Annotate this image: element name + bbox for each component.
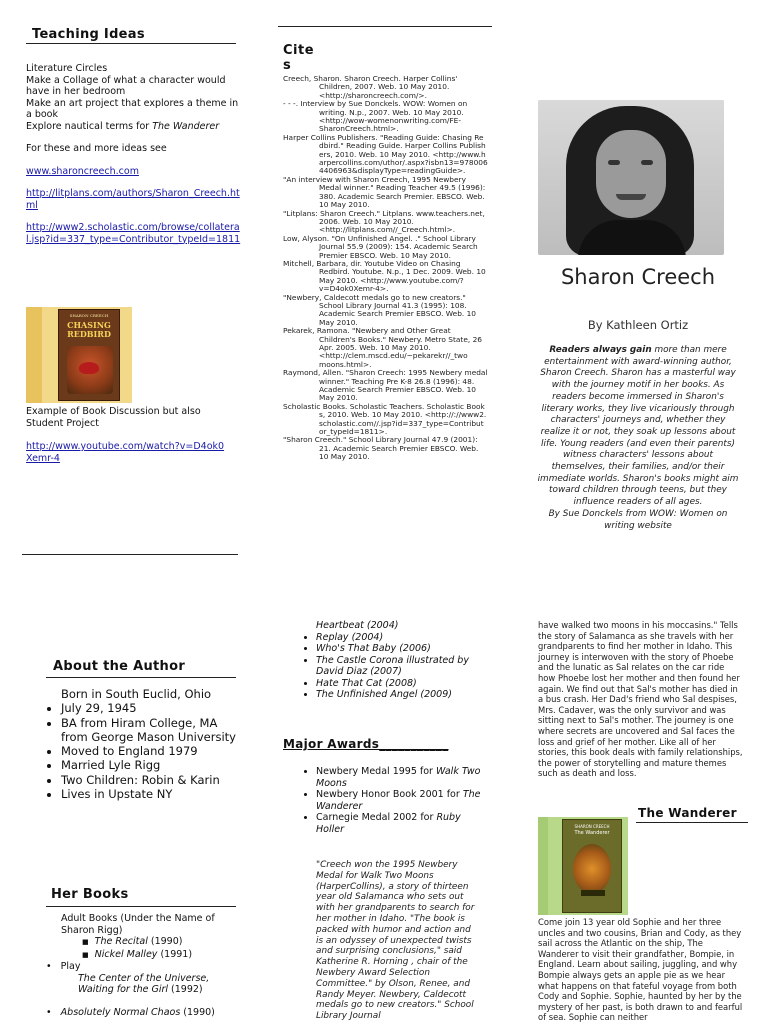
cite-entry: "Sharon Creech." School Library Journal 47.9 (2001): 21. Academic Search Premier EBSCO. Web. 10 May 2010. <box>283 435 479 462</box>
cite-entry: Harper Collins Publishers. "Reading Guide: Chasing Redbird." Reading Guide. Harper Collins Publishers, 2010. Web. 10 May 2010. <http://www.harpercollins.com/uthor/.aspx?isbn13=9780064406963&displayType=readingGuide>. <box>283 132 488 176</box>
bio-item: • BA from Hiram College, MA from George Mason University <box>61 716 240 745</box>
about-author-heading: About the Author <box>53 659 186 674</box>
youtube-link[interactable]: http://www.youtube.com/watch?v=D4ok0Xemr-4 <box>26 441 225 464</box>
book-item: • The Castle Corona illustrated by David Diaz (2007) <box>316 655 490 678</box>
cites-top-rule <box>278 26 492 27</box>
cover-quote <box>536 345 740 532</box>
play-item: The Center of the Universe, Waiting for the Girl (1992) <box>78 972 210 995</box>
adult-books-label: Adult Books (Under the Name of Sharon Rigg) <box>61 913 215 936</box>
cites-list <box>283 75 488 462</box>
teaching-ideas-rule <box>26 43 236 44</box>
cite-entry: Mitchell, Barbara, dir. Youtube Video on Chasing Redbird. Youtube. N.p., 1 Dec. 2009. Web. 10 May 2010. <http://www.youtube.com/?v=D4ok0Xemr-4>. <box>283 258 486 294</box>
column-divider-rule <box>22 554 238 555</box>
cite-entry: Pekarek, Ramona. "Newbery and Other Great Children's Books." Newbery. Metro State, 26 Apr. 2005. Web. 10 May 2010. <http://clem.mscd.edu/~pekarekr//_two moons.html>. <box>283 326 482 369</box>
book-item: • Replay (2004) <box>316 632 490 644</box>
brochure-title: Sharon Creech <box>560 265 716 289</box>
book-item: Heartbeat (2004) <box>316 620 399 631</box>
book-item: ■ The Recital (1990) <box>82 936 183 947</box>
book-item: ■ Nickel Malley (1991) <box>82 948 193 960</box>
wanderer-cover-title: The Wanderer <box>574 830 610 836</box>
book-item: • Absolutely Normal Chaos (1990) <box>46 1006 215 1018</box>
cite-entry: "Newbery, Caldecott medals go to new creators." School Library Journal 41.3 (1995): 108. Academic Search Premier EBSCO. Web. 10 May 2010. <box>283 292 476 327</box>
bio-item: • July 29, 1945 <box>61 701 240 715</box>
wanderer-cover <box>538 817 628 915</box>
cover-title-text: CHASING REDBIRD <box>67 320 111 339</box>
teaching-ideas-heading: Teaching Ideas <box>32 27 145 42</box>
award-item: • Newbery Medal 1995 for Walk Two Moons <box>316 766 485 789</box>
quote-body: more than mere entertainment with award-winning author, Sharon Creech. Sharon has a masterful way with the journey motif in her books. As readers become immersed in Sharon's literary works, they live vicariously through characters' journeys and, whether they realize it or not, they soak up lessons about life. Young readers (and even their parents) witness characters' lessons about themselves, their families, and/or their immediate worlds. Sharon's books might aim toward children through teens, but they influence readers of all ages. <box>537 345 739 508</box>
teaching-ideas-list <box>26 63 241 245</box>
bio-item: • Lives in Upstate NY <box>61 787 240 801</box>
play-label: • Play <box>46 961 81 972</box>
scholastic-link[interactable]: http://www2.scholastic.com/browse/collateral.jsp?id=337_type=Contributor_typeId=1811 <box>26 222 241 245</box>
chasing-redbird-cover <box>26 307 132 403</box>
cover-author-text: SHARON CREECH <box>69 313 109 318</box>
her-books-list <box>46 913 236 1018</box>
book-discussion-caption: Example of Book Discussion but also Student Project <box>26 406 201 429</box>
byline: By Kathleen Ortiz <box>587 318 689 332</box>
award-item: • Carnegie Medal 2002 for Ruby Holler <box>316 812 485 835</box>
cite-entry: Low, Alyson. "On Unfinished Angel. ." School Library Journal 55.9 (2009): 154. Academic Search Premier EBSCO. Web. 10 May 2010. <box>283 233 478 260</box>
cite-entry: Raymond, Allen. "Sharon Creech: 1995 Newbery medal winner." Teaching Pre K-8 26.8 (1996): 48. Academic Search Premier EBSCO. Web. 10 May 2010. <box>283 368 488 403</box>
teaching-line: Make a Collage of what a character would have in her bedroom <box>26 74 226 97</box>
quote-lead: Readers always gain <box>549 345 652 355</box>
birthplace-text: Born in South Euclid, Ohio <box>61 687 212 701</box>
more-ideas-text: For these and more ideas see <box>26 143 167 154</box>
wanderer-description: Come join 13 year old Sophie and her three uncles and two cousins, Brian and Cody, as they sail across the Atlantic on the ship, The Wanderer to visit their grandfather, Bompie, in England. Learn about sailing, juggling, and why Bompie always gets an apple pie as we hear what happens on that fateful voyage from both Cody and Sophie. Sophie, haunted by her by the mystery of her past, is both drawn to and fearful of sea. Sophie can neither <box>538 917 743 1023</box>
litplans-link[interactable]: http://litplans.com/authors/Sharon_Creech.html <box>26 188 240 211</box>
cite-entry: - - -. Interview by Sue Donckels. WOW: Women on writing. N.p., 2007. Web. 10 May 2010. <http://wow-womenonwriting.com/FE-SharonCreech.html>. <box>283 99 468 134</box>
her-books-rule <box>46 906 236 907</box>
cite-entry: Scholastic Books. Scholastic Teachers. Scholastic Books, 2010. Web. 10 May 2010. <http://://www2.scholastic.com//.jsp?id=337_type=Contributor_typeId=1811>. <box>283 401 487 437</box>
major-awards-heading: Major Awards___________ <box>283 737 449 751</box>
wanderer-cover-author: SHARON CREECH <box>574 824 610 829</box>
walk-two-moons-text: have walked two moons in his moccasins." Tells the story of Salamanca as she travels with her grandparents to find her mother in Idaho. This journey is interwoven with the story of Phoebe and the lunatic as Sal relates on the car ride how Phoebe lost her mother and then found her again. We find out that Sal's mother has died in a bus crash. Her Dad's friend who Sal despises, Mrs. Cadaver, was the only survivor and was sitting next to Sal's mother. The journey is one where secrets are uncovered and Sal faces the loss and grief of her mother. Like all of her stories, this book deals with family relationships, the power of storytelling and mature themes such as death and loss. <box>538 620 743 779</box>
awards-list <box>290 766 485 835</box>
bio-item: • Two Children: Robin & Karin <box>61 773 240 787</box>
cite-entry: "Litplans: Sharon Creech." Litplans. www.teachers.net, 2006. Web. 10 May 2010. <http://litplans.com//_Creech.html>. <box>283 208 485 235</box>
books-continued-list <box>290 620 490 701</box>
author-portrait <box>538 100 724 255</box>
cites-heading: Cite s <box>283 43 315 73</box>
quote-source: By Sue Donckels from WOW: Women on writing website <box>548 508 728 531</box>
her-books-heading: Her Books <box>51 887 129 902</box>
wanderer-rule <box>636 822 748 823</box>
book-item: • Who's That Baby (2006) <box>316 643 490 655</box>
book-item: • Hate That Cat (2008) <box>316 678 490 690</box>
cite-entry: Creech, Sharon. Sharon Creech. Harper Collins' Children, 2007. Web. 10 May 2010. <http://sharoncreech.com/>. <box>283 74 458 100</box>
teaching-line: Literature Circles <box>26 63 108 74</box>
about-author-rule <box>46 677 236 678</box>
about-author-list <box>45 687 240 801</box>
bio-item: • Married Lyle Rigg <box>61 758 240 772</box>
award-item: • Newbery Honor Book 2001 for The Wanderer <box>316 789 485 812</box>
cite-entry: "An interview with Sharon Creech, 1995 Newbery Medal winner." Reading Teacher 49.5 (1996): 380. Academic Search Premier. EBSCO. Web. 10 May 2010. <box>283 174 486 210</box>
teaching-line: Make an art project that explores a theme in a book <box>26 97 239 120</box>
award-quote: "Creech won the 1995 Newbery Medal for Walk Two Moons (HarperCollins), a story of thirteen year old Salamanca who sets out with her grandparents to search for her mother in Idaho. "The book is packed with humor and action and is an odyssey of unexpected twists and surprising conclusions," said Katherine R. Horning , chair of the Newbery Award Selection Committee." by Olson, Renee, and Randy Meyer. Newbery, Caldecott medals go to new creators." School Library Journal <box>316 860 475 1022</box>
teaching-line: Explore nautical terms for The Wanderer <box>26 120 220 132</box>
sharoncreech-link[interactable]: www.sharoncreech.com <box>26 165 139 177</box>
bio-item: • Moved to England 1979 <box>61 744 240 758</box>
wanderer-heading: The Wanderer <box>638 806 737 820</box>
book-item: • The Unfinished Angel (2009) <box>316 689 490 701</box>
